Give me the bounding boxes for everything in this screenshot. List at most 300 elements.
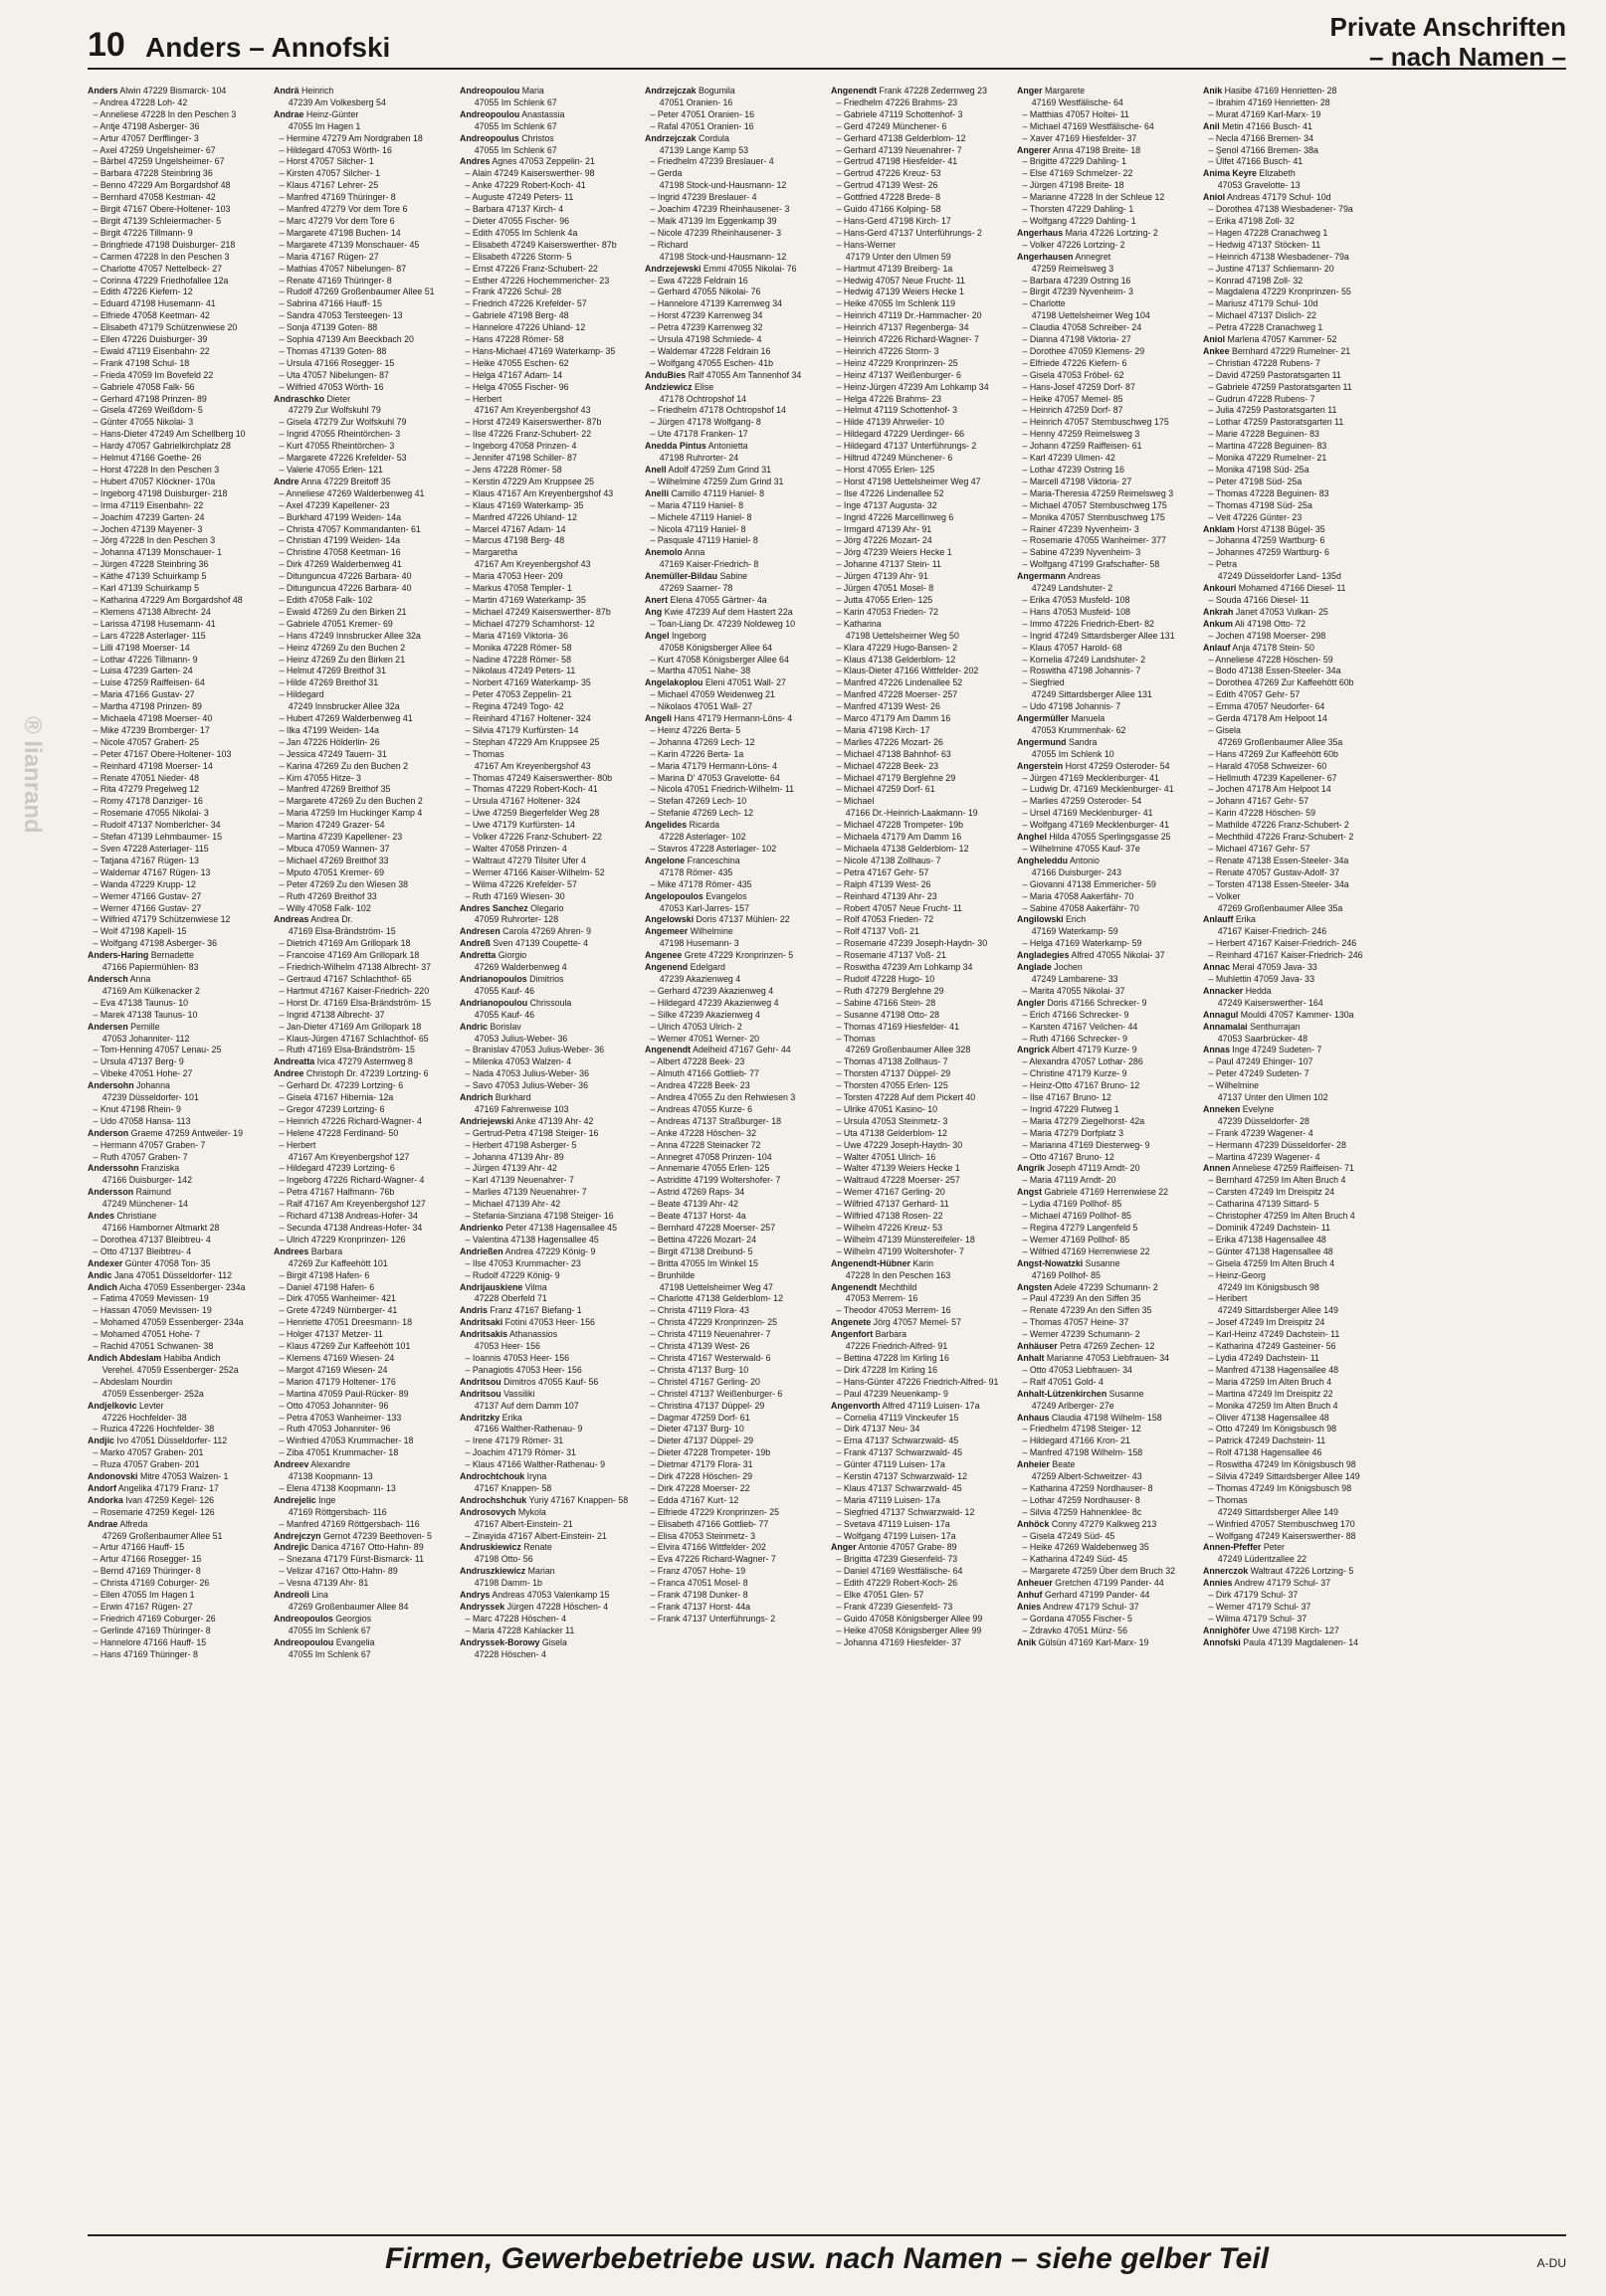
entry-text: – Werner 47239 Schumann- 2 [1022, 1329, 1140, 1341]
entry-text: Mouldi 47057 Kammer- 130a [1237, 1009, 1354, 1021]
directory-entry [88, 607, 265, 619]
entry-text: 47269 Walderbenweg 4 [474, 962, 567, 974]
entry-text: – Hellmuth 47239 Kapellener- 67 [1208, 772, 1337, 784]
directory-entry [460, 394, 637, 406]
entry-text: – Larissa 47198 Husemann- 41 [93, 618, 216, 630]
directory-entry [1203, 725, 1380, 737]
entry-text: – Eva 47138 Taunus- 10 [93, 997, 189, 1009]
entry-text: – Mathias 47057 Nibelungen- 87 [279, 263, 406, 275]
entry-text: 47051 Oranien- 16 [659, 96, 733, 108]
entry-text: Andreas [1065, 571, 1101, 583]
directory-entry [831, 121, 1008, 133]
entry-text: – Herbert [465, 393, 502, 405]
directory-entry [88, 1080, 265, 1092]
directory-entry [460, 784, 637, 796]
directory-entry [645, 820, 822, 832]
entry-text: 47249 Im Königsbusch 98 [1217, 1281, 1319, 1293]
directory-entry [1203, 465, 1380, 477]
directory-entry [88, 382, 265, 394]
entry-text: – Paul 47239 An den Siffen 35 [1022, 1293, 1141, 1305]
entry-text: – Richard 47138 Andreas-Hofer- 34 [279, 1211, 418, 1223]
entry-text: Chrissoula [526, 997, 571, 1009]
entry-text: – Otto 47137 Bleibtreu- 4 [93, 1245, 192, 1257]
directory-entry [645, 749, 822, 761]
entry-text: – Jan-Dieter 47169 Am Grillopark 18 [279, 1021, 422, 1033]
directory-entry [274, 1531, 451, 1543]
directory-entry [274, 310, 451, 322]
entry-text: – Axel 47259 Ungelsheimer- 67 [93, 144, 216, 156]
entry-text: – Winfried 47057 Sternbuschweg 170 [1208, 1518, 1355, 1530]
entry-text: Adelheid 47167 Gehr- 44 [691, 1045, 791, 1056]
entry-text: – Thomas 47139 Goten- 88 [279, 345, 387, 357]
directory-entry [460, 1435, 637, 1447]
directory-entry [645, 1389, 822, 1401]
directory-entry [460, 1293, 637, 1305]
entry-text: – Heinrich 47057 Sternbuschweg 175 [1022, 417, 1169, 429]
entry-text: – Anneliese 47228 In den Peschen 3 [93, 108, 237, 120]
entry-text: 47169 Pollhof- 85 [1031, 1269, 1101, 1281]
entry-text: – Monika 47259 Im Alten Bruch 4 [1208, 1400, 1338, 1412]
entry-text: – Nicole 47138 Zollhaus- 7 [836, 855, 941, 866]
directory-entry [831, 643, 1008, 655]
entry-text: – Christa 47057 Kommandanten- 61 [279, 523, 421, 535]
entry-text: – Walter 47058 Prinzen- 4 [465, 844, 567, 855]
directory-entry [274, 914, 451, 926]
entry-text: – Wilhelm 47139 Münstereifeler- 18 [836, 1234, 975, 1245]
entry-text: – Rudolf 47228 Hugo- 10 [836, 973, 935, 985]
entry-text: – Friedhelm 47226 Brahms- 23 [836, 96, 958, 108]
directory-entry [1017, 86, 1194, 97]
directory-entry [831, 1045, 1008, 1056]
directory-entry [1017, 820, 1194, 832]
directory-entry [645, 453, 822, 465]
directory-entry [645, 156, 822, 168]
directory-entry [88, 1435, 265, 1447]
entry-text: – Elisabeth 47179 Schützenwiese 20 [93, 322, 238, 334]
entry-text: Bernhard 47229 Rumelner- 21 [1228, 345, 1350, 357]
directory-entry [274, 820, 451, 832]
directory-entry [1017, 1471, 1194, 1483]
entry-text: – Catharina 47139 Sittard- 5 [1208, 1199, 1318, 1211]
directory-entry [645, 595, 822, 607]
directory-entry [274, 1614, 451, 1626]
entry-text: – Irmgard 47139 Ahr- 91 [836, 523, 932, 535]
entry-surname: Andersson [88, 1187, 134, 1199]
directory-entry [1017, 1554, 1194, 1566]
directory-entry [1017, 856, 1194, 867]
entry-text: – Ingrid 47239 Breslauer- 4 [650, 192, 757, 204]
directory-entry [645, 298, 822, 310]
entry-surname: Angelowski [645, 914, 695, 926]
entry-text: Bernadette [148, 950, 194, 962]
directory-column [645, 86, 822, 2224]
directory-entry [460, 1578, 637, 1590]
directory-entry [645, 974, 822, 986]
directory-entry [88, 891, 265, 903]
entry-text: – Heinz-Otto 47167 Bruno- 12 [1022, 1080, 1140, 1092]
entry-text: 47059 Essenberger- 252a [101, 1388, 204, 1400]
directory-entry [88, 1614, 265, 1626]
entry-text: – Thomas 47138 Zollhaus- 7 [836, 1056, 948, 1068]
directory-entry [831, 1211, 1008, 1223]
entry-text: – Ursula 47137 Berg- 9 [93, 1056, 184, 1068]
entry-text: – Mbuca 47059 Wannen- 37 [279, 844, 390, 855]
entry-text: Emmi 47055 Nikolai- 76 [701, 263, 797, 275]
entry-text: – Konrad 47198 Zoll- 32 [1208, 275, 1303, 287]
entry-text: – Jürgen 47198 Breite- 18 [1022, 180, 1124, 192]
entry-text: – Jutta 47055 Erlen- 125 [836, 594, 933, 606]
directory-entry [1203, 524, 1380, 536]
directory-entry [274, 1459, 451, 1471]
entry-text: – Gertrud 47198 Hiesfelder- 41 [836, 156, 958, 168]
entry-text: – Bernhard 47058 Kestman- 42 [93, 192, 216, 204]
entry-text: – Maria 47119 Luisen- 17a [836, 1494, 940, 1506]
entry-text: Ingeborg [669, 630, 707, 642]
entry-text: – Ralf 47167 Am Kreyenbergshof 127 [279, 1199, 426, 1211]
entry-text: 47228 Asterlager- 102 [659, 832, 746, 844]
entry-text: – Horst 47055 Erlen- 125 [836, 465, 935, 476]
directory-entry [88, 784, 265, 796]
directory-entry [1203, 867, 1380, 879]
directory-entry [274, 382, 451, 394]
entry-text: – Elisa 47053 Steinmetz- 3 [650, 1530, 756, 1542]
entry-surname: Anemolo [645, 547, 684, 559]
directory-entry [88, 1459, 265, 1471]
entry-text: – Renate 47138 Essen-Steeler- 34a [1208, 855, 1348, 866]
directory-entry [88, 1531, 265, 1543]
directory-entry [460, 938, 637, 950]
entry-text: – Anneliese 47269 Walderbenweg 41 [279, 487, 425, 499]
entry-text: – Britta 47055 Im Winkel 15 [650, 1257, 759, 1269]
directory-entry [88, 583, 265, 595]
entry-text: Carola 47269 Ahren- 9 [500, 926, 591, 938]
entry-text: Erika [1232, 914, 1256, 926]
entry-text: – Frieda 47059 Im Bovefeld 22 [93, 369, 214, 381]
directory-entry [645, 287, 822, 298]
entry-text: – Dorothea 47269 Zur Kaffeehött 60b [1208, 677, 1354, 689]
directory-entry [88, 938, 265, 950]
directory-entry [460, 1554, 637, 1566]
entry-text: – Holger 47137 Metzer- 11 [279, 1329, 383, 1341]
directory-entry [88, 204, 265, 216]
directory-entry [1017, 1495, 1194, 1507]
entry-text: – Manfred 47228 Moerser- 257 [836, 689, 958, 701]
directory-entry [1017, 796, 1194, 808]
entry-text: – Heike 47058 Königsberger Allee 99 [836, 1625, 982, 1636]
directory-entry [88, 1389, 265, 1401]
directory-entry [460, 1637, 637, 1649]
entry-text: – Maria 47058 Aakerfähr- 70 [1022, 890, 1134, 902]
directory-entry [1017, 252, 1194, 264]
directory-entry [645, 1068, 822, 1080]
entry-text: – Hildegard 47166 Kron- 21 [1022, 1435, 1130, 1447]
entry-text: – Ruth 47166 Schrecker- 9 [1022, 1033, 1127, 1045]
entry-text: – Heinrich 47259 Dorf- 87 [1022, 405, 1123, 417]
directory-entry [831, 856, 1008, 867]
directory-entry [1017, 488, 1194, 500]
directory-entry [88, 97, 265, 109]
entry-text: Gerhard 47199 Pander- 44 [1042, 1590, 1150, 1602]
directory-entry [274, 86, 451, 97]
entry-text: – Jan 47226 Hölderlin- 26 [279, 736, 380, 748]
directory-entry [274, 1401, 451, 1413]
directory-entry [88, 1235, 265, 1246]
directory-entry [645, 1317, 822, 1329]
directory-entry [645, 524, 822, 536]
entry-text: – Otto 47249 Im Königsbusch 98 [1208, 1424, 1336, 1435]
entry-surname: Andritsaki [459, 1317, 502, 1329]
directory-entry [831, 571, 1008, 583]
entry-text: 47249 Düsseldorfer Land- 135d [1217, 571, 1341, 583]
directory-entry [460, 477, 637, 488]
entry-text: – Rolf 47053 Frieden- 72 [836, 914, 934, 926]
directory-entry [831, 1435, 1008, 1447]
entry-text: – Esther 47226 Hochemmericher- 23 [465, 275, 609, 287]
entry-text: – Michele 47119 Haniel- 8 [650, 511, 752, 523]
directory-entry [1017, 655, 1194, 667]
entry-text: – Susanne 47198 Otto- 28 [836, 1009, 940, 1021]
entry-surname: Andritsakis [459, 1329, 507, 1341]
entry-text: Susanne [1105, 1388, 1144, 1400]
entry-surname: Andrzejczak [645, 86, 697, 96]
directory-entry [1203, 346, 1380, 358]
directory-entry [1017, 1459, 1194, 1471]
entry-text: Levter [136, 1400, 164, 1412]
directory-entry [645, 382, 822, 394]
directory-entry [88, 820, 265, 832]
directory-entry [1203, 133, 1380, 145]
entry-text: – Hagen 47228 Cranachweg 1 [1208, 227, 1327, 239]
entry-text: – Martha 47198 Prinzen- 89 [93, 701, 202, 713]
entry-text: Albert 47179 Kurze- 9 [1049, 1045, 1137, 1056]
entry-text: – Martina 47228 Beguinen- 83 [1208, 441, 1326, 453]
entry-text: – Charlotte [1022, 298, 1066, 310]
entry-surname: Androsovych [459, 1506, 515, 1518]
directory-entry [1017, 761, 1194, 773]
entry-text: – Veit 47226 Günter- 23 [1208, 511, 1302, 523]
directory-entry [831, 1258, 1008, 1270]
entry-text: Andrew 47179 Schul- 37 [1231, 1578, 1330, 1590]
entry-text: – Maria 47228 Kahlacker 11 [465, 1625, 574, 1636]
directory-entry [88, 1483, 265, 1495]
directory-entry [831, 1056, 1008, 1068]
entry-text: – Peter 47198 Süd- 25a [1208, 476, 1302, 487]
directory-entry [1017, 619, 1194, 631]
entry-text: – Gabriele 47259 Pastoratsgarten 11 [1208, 381, 1352, 393]
directory-entry [1203, 441, 1380, 453]
directory-entry [274, 156, 451, 168]
directory-entry [831, 1353, 1008, 1365]
directory-entry [460, 1389, 637, 1401]
entry-text: – Gerda 47178 Am Helpoot 14 [1208, 713, 1327, 725]
directory-entry [831, 1187, 1008, 1199]
entry-text: – Heinz 47269 Zu den Birken 21 [279, 654, 405, 666]
directory-entry [645, 1223, 822, 1235]
directory-entry [88, 1258, 265, 1270]
directory-entry [460, 1483, 637, 1495]
entry-text: – Henny 47259 Reimelsweg 3 [1022, 429, 1140, 441]
directory-entry [88, 1282, 265, 1294]
directory-entry [88, 358, 265, 370]
entry-text: Gisela [538, 1636, 567, 1648]
entry-text: Gülsün 47169 Karl-Marx- 19 [1035, 1636, 1149, 1648]
directory-entry [88, 228, 265, 240]
directory-entry [831, 1034, 1008, 1046]
entry-text: Johanna [133, 1080, 170, 1092]
entry-text: – Ingrid 47055 Rheintörchen- 3 [279, 429, 400, 441]
entry-text: – Jürgen 47051 Mosel- 8 [836, 583, 934, 595]
directory-entry [1017, 1258, 1194, 1270]
entry-text: 47169 Am Külkenacker 2 [101, 985, 200, 997]
entry-text: – Nadine 47228 Römer- 58 [465, 654, 571, 666]
directory-entry [88, 1649, 265, 1661]
directory-entry [1203, 1152, 1380, 1164]
entry-text: – Walter 47139 Weiers Hecke 1 [836, 1163, 960, 1175]
entry-text: – Dorothea 47137 Bleibtreu- 4 [93, 1234, 211, 1245]
entry-text: Georgios [332, 1613, 371, 1625]
page-number: 10 [88, 26, 125, 64]
directory-entry [88, 535, 265, 547]
entry-text: – Manfred 47279 Vor dem Tore 6 [279, 204, 408, 216]
entry-text: – Hildegard 47137 Unterführungs- 2 [836, 441, 977, 453]
directory-entry [1203, 276, 1380, 287]
directory-entry [88, 488, 265, 500]
entry-text: – Eva 47226 Richard-Wagner- 7 [650, 1554, 777, 1566]
directory-entry [274, 1435, 451, 1447]
entry-text: – Antje 47198 Asberger- 36 [93, 120, 200, 132]
entry-text: – Frank 47239 Wagener- 4 [1208, 1127, 1313, 1139]
entry-text: Franz 47167 Biefang- 1 [487, 1305, 582, 1317]
entry-surname: Anhäuser [1016, 1341, 1058, 1353]
entry-surname: Andrys [459, 1590, 490, 1602]
entry-text: – Ulrike 47051 Kasino- 10 [836, 1103, 938, 1115]
directory-entry [274, 1578, 451, 1590]
entry-text: – Hedwig 47137 Stöcken- 11 [1208, 239, 1320, 251]
entry-text: – Nikolaus 47249 Peters- 11 [465, 666, 575, 677]
entry-text: Frank 47228 Zedernweg 23 [877, 86, 987, 96]
directory-entry [645, 1341, 822, 1353]
entry-text: – Kerstin 47229 Am Kruppsee 25 [465, 476, 594, 487]
entry-text: – Gerhard 47055 Nikolai- 76 [650, 287, 761, 298]
entry-text: – Dietrich 47169 Am Grillopark 18 [279, 938, 411, 950]
entry-text: – Hardy 47057 Gabrielkirchplatz 28 [93, 441, 231, 453]
entry-text: – Vesna 47139 Ahr- 81 [279, 1578, 369, 1590]
entry-text: – Werner 47179 Schul- 37 [1208, 1602, 1310, 1613]
directory-entry [460, 228, 637, 240]
directory-entry [274, 216, 451, 228]
entry-text: – Otto 47053 Liebfrauen- 34 [1022, 1364, 1132, 1376]
directory-entry [88, 121, 265, 133]
entry-text: 47169 Waterkamp- 59 [1031, 926, 1118, 938]
entry-text: Doris 47137 Mühlen- 22 [694, 914, 790, 926]
entry-surname: Andreatta [273, 1056, 314, 1068]
entry-text: – Peter 47051 Oranien- 16 [650, 108, 755, 120]
entry-surname: Angenfort [831, 1329, 874, 1341]
directory-entry [1203, 1056, 1380, 1068]
directory-entry [1203, 879, 1380, 891]
directory-entry [88, 168, 265, 180]
directory-entry [274, 1022, 451, 1034]
directory-entry [460, 500, 637, 512]
directory-entry [274, 276, 451, 287]
directory-entry [1203, 938, 1380, 950]
entry-text: – Mohamed 47059 Essenberger- 234a [93, 1317, 244, 1329]
directory-entry [274, 500, 451, 512]
entry-text: 47169 Elsa-Brändström- 15 [288, 926, 396, 938]
entry-text: 47055 Im Schlenk 67 [474, 96, 557, 108]
directory-entry [274, 1353, 451, 1365]
directory-entry [274, 358, 451, 370]
entry-text: – Frank 47226 Schul- 28 [465, 287, 561, 298]
entry-text: Anastassia [518, 108, 564, 120]
directory-entry [645, 713, 822, 725]
entry-surname: Andritsou [459, 1376, 502, 1388]
entry-surname: Anklam [1202, 523, 1235, 535]
entry-text: 47167 Kaiser-Friedrich- 246 [1217, 926, 1326, 938]
entry-text: – Helga 47226 Brahms- 23 [836, 393, 942, 405]
directory-entry [1017, 1637, 1194, 1649]
directory-entry [274, 655, 451, 667]
directory-entry [1017, 441, 1194, 453]
entry-text: Andrea Dr. [308, 914, 353, 926]
entry-text: – Johanna 47259 Wartburg- 6 [1208, 535, 1324, 547]
directory-entry [1017, 1507, 1194, 1519]
entry-text: – Albert 47228 Beek- 23 [650, 1056, 745, 1068]
directory-entry [831, 429, 1008, 441]
entry-text: Elizabeth [1256, 168, 1296, 180]
directory-entry [1203, 180, 1380, 192]
entry-text: – Richard [650, 239, 689, 251]
directory-entry [1203, 1602, 1380, 1614]
directory-entry [88, 1211, 265, 1223]
directory-entry [274, 1010, 451, 1022]
entry-text: – Johanna 47139 Monschauer- 1 [93, 547, 223, 559]
entry-text: – Ruth 47053 Johanniter- 96 [279, 1424, 391, 1435]
directory-entry [1017, 749, 1194, 761]
directory-entry [1017, 1317, 1194, 1329]
entry-text: – Lothar 47239 Ostring 16 [1022, 465, 1124, 476]
entry-surname: Andorka [88, 1494, 123, 1506]
entry-text: – Marek 47138 Taunus- 10 [93, 1009, 198, 1021]
directory-entry [88, 276, 265, 287]
entry-text: 47249 Arlberger- 27e [1031, 1400, 1114, 1412]
directory-entry [274, 346, 451, 358]
entry-text: – Klemens 47169 Wiesen- 24 [279, 1352, 395, 1364]
entry-text: – Silvia 47179 Kurfürsten- 14 [465, 724, 578, 736]
entry-text: Danica 47167 Otto-Hahn- 89 [308, 1542, 424, 1554]
entry-text: – Michael 47169 Pollhof- 85 [1022, 1211, 1131, 1223]
entry-text: – Michael 47059 Weidenweg 21 [650, 689, 776, 701]
entry-text: – Sabine 47239 Nyvenheim- 3 [1022, 547, 1141, 559]
entry-text: – Hilde 47139 Ahrweiler- 10 [836, 417, 944, 429]
entry-surname: Andziewicz [645, 381, 693, 393]
directory-entry [88, 1199, 265, 1211]
directory-entry [831, 298, 1008, 310]
entry-text: Dieter [323, 393, 350, 405]
directory-entry [88, 216, 265, 228]
entry-text: – Christian 47199 Weiden- 14a [279, 535, 400, 547]
entry-text: – Elfriede 47229 Kronprinzen- 25 [650, 1506, 780, 1518]
entry-text: Yuriy 47167 Knappen- 58 [525, 1494, 628, 1506]
entry-text: – Thomas 47249 Im Königsbusch 98 [1208, 1482, 1351, 1494]
entry-text: – Hans 47269 Zur Kaffeehött 60b [1208, 748, 1338, 760]
directory-entry [831, 1377, 1008, 1389]
entry-surname: Androchshchuk [459, 1494, 526, 1506]
directory-entry [460, 1413, 637, 1425]
entry-text: – Joachim 47239 Rheinhausener- 3 [650, 204, 790, 216]
directory-entry [460, 701, 637, 713]
entry-text: – Jörg 47239 Weiers Hecke 1 [836, 547, 952, 559]
